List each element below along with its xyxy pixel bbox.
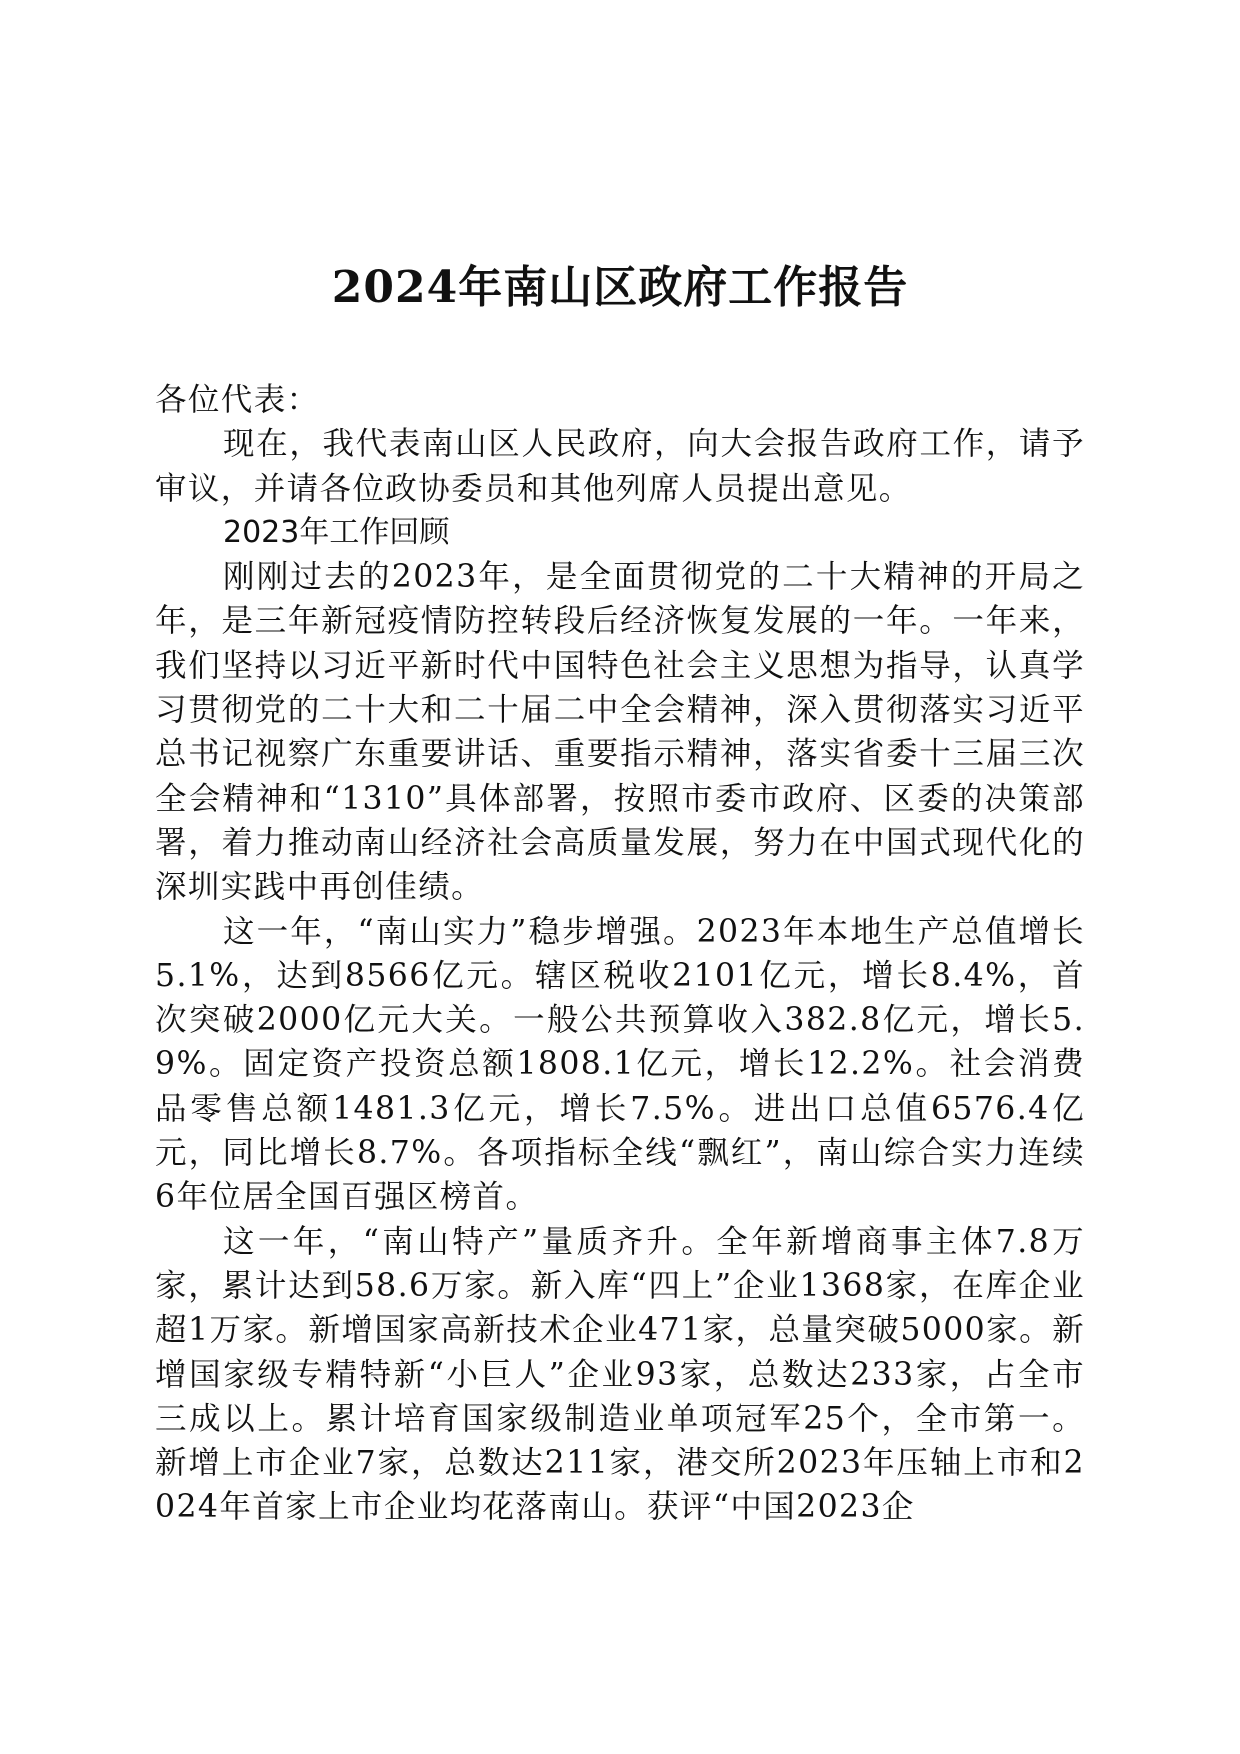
section-heading: 2023年工作回顾 xyxy=(223,514,450,550)
paragraph-specialty: 这一年，“南山特产”量质齐升。全年新增商事主体7.8万家，累计达到58.6万家。新入库“四上”企业1368家，在库企业超1万家。新增国家高新技术企业471家，总量突破5000家。新增国家级专精特新“小巨人”企业93家，总数达233家，占全市三成以上。累计培育国家级制造业单项冠军25个，全市第一。新增上市企业7家，总数达211家，港交所2023年压轴上市和2024年首家上市企业均花落南山。获评“中国2023企 xyxy=(155,1223,1085,1526)
intro-paragraph: 现在，我代表南山区人民政府，向大会报告政府工作，请予审议，并请各位政协委员和其他列席人员提出意见。 xyxy=(155,426,1085,507)
document-title: 2024年南山区政府工作报告 xyxy=(331,262,909,313)
paragraph-strength: 这一年，“南山实力”稳步增强。2023年本地生产总值增长5.1%，达到8566亿元。辖区税收2101亿元，增长8.4%，首次突破2000亿元大关。一般公共预算收入382.8亿元，增长5.9%。固定资产投资总额1808.1亿元，增长12.2%。社会消费品零售总额1481.3亿元，增长7.5%。进出口总值6576.4亿元，同比增长8.7%。各项指标全线“飘红”，南山综合实力连续6年位居全国百强区榜首。 xyxy=(155,913,1085,1216)
paragraph-overview: 刚刚过去的2023年，是全面贯彻党的二十大精神的开局之年，是三年新冠疫情防控转段后经济恢复发展的一年。一年来，我们坚持以习近平新时代中国特色社会主义思想为指导，认真学习贯彻党的二十大和二十届二中全会精神，深入贯彻落实习近平总书记视察广东重要讲话、重要指示精神，落实省委十三届三次全会精神和“1310”具体部署，按照市委市政府、区委的决策部署，着力推动南山经济社会高质量发展，努力在中国式现代化的深圳实践中再创佳绩。 xyxy=(155,559,1085,906)
document-body xyxy=(155,378,1085,1530)
salutation: 各位代表： xyxy=(155,382,320,418)
